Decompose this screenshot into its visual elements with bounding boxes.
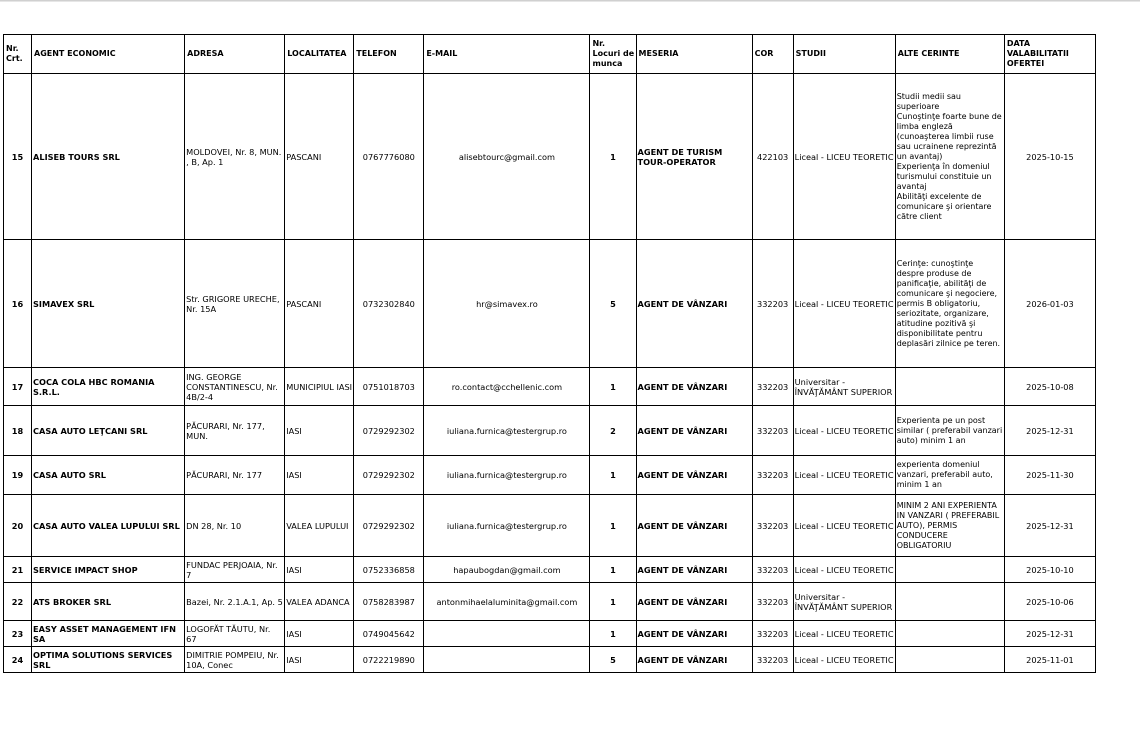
cell-agent-economic: ATS BROKER SRL (32, 583, 185, 621)
cell-address: FUNDAC PERJOAIA, Nr. 7 (185, 557, 285, 583)
cell-studies: Universitar - ÎNVĂŢĂMÂNT SUPERIOR (793, 368, 895, 406)
header-telefon: TELEFON (354, 35, 424, 74)
cell-phone: 0767776080 (354, 74, 424, 240)
cell-agent-economic: CASA AUTO SRL (32, 456, 185, 495)
requirement-line: Experienta pe un post similar ( preferabil vanzari auto) minim 1 an (896, 415, 1003, 445)
cell-other-requirements (895, 647, 1004, 673)
cell-row-number: 23 (4, 621, 32, 647)
cell-cor-code: 332203 (752, 621, 793, 647)
cell-validity-date: 2026-01-03 (1004, 240, 1095, 368)
cell-job-count: 1 (590, 621, 636, 647)
cell-validity-date: 2025-10-15 (1004, 74, 1095, 240)
cell-occupation: AGENT DE VÂNZARI (636, 368, 752, 406)
table-row (4, 647, 1096, 673)
table-row (4, 557, 1096, 583)
cell-occupation: AGENT DE VÂNZARI (636, 647, 752, 673)
cell-phone: 0732302840 (354, 240, 424, 368)
table-body (4, 74, 1096, 673)
cell-occupation: AGENT DE VÂNZARI (636, 583, 752, 621)
cell-locality: IASI (285, 406, 354, 456)
table-row (4, 406, 1096, 456)
cell-row-number: 17 (4, 368, 32, 406)
cell-address: MOLDOVEI, Nr. 8, MUN. , B, Ap. 1 (185, 74, 285, 240)
cell-studies: Universitar - ÎNVĂŢĂMÂNT SUPERIOR (793, 583, 895, 621)
cell-validity-date: 2025-11-30 (1004, 456, 1095, 495)
cell-agent-economic: EASY ASSET MANAGEMENT IFN SA (32, 621, 185, 647)
cell-cor-code: 332203 (752, 406, 793, 456)
cell-job-count: 1 (590, 74, 636, 240)
cell-email: iuliana.furnica@testergrup.ro (424, 406, 590, 456)
cell-email: antonmihaelaluminita@gmail.com (424, 583, 590, 621)
cell-occupation: AGENT DE VÂNZARI (636, 557, 752, 583)
cell-job-count: 2 (590, 406, 636, 456)
cell-row-number: 16 (4, 240, 32, 368)
page-top-edge (0, 1, 1140, 2)
cell-occupation: AGENT DE VÂNZARI (636, 456, 752, 495)
cell-address: Bazei, Nr. 2.1.A.1, Ap. 5 (185, 583, 285, 621)
cell-other-requirements (895, 368, 1004, 406)
cell-other-requirements (895, 621, 1004, 647)
cell-email (424, 647, 590, 673)
cell-other-requirements (895, 74, 1004, 240)
cell-occupation: AGENT DE TURISM TOUR-OPERATOR (636, 74, 752, 240)
cell-agent-economic: CASA AUTO LEŢCANI SRL (32, 406, 185, 456)
cell-occupation: AGENT DE VÂNZARI (636, 240, 752, 368)
requirement-line: MINIM 2 ANI EXPERIENTA IN VANZARI ( PREFERABIL AUTO), PERMIS CONDUCERE OBLIGATORIU (896, 500, 1000, 550)
cell-email: hr@simavex.ro (424, 240, 590, 368)
cell-studies: Liceal - LICEU TEORETIC (793, 406, 895, 456)
cell-job-count: 1 (590, 583, 636, 621)
requirement-line: Cerinţe: cunoştinţe despre produse de panificaţie, abilităţi de comunicare şi negociere, permis B obligatoriu, seriozitate, organizare, atitudine pozitivă şi disponibilitate pentru deplasări zilnice pe teren. (896, 258, 1001, 348)
cell-validity-date: 2025-12-31 (1004, 621, 1095, 647)
cell-agent-economic: OPTIMA SOLUTIONS SERVICES SRL (32, 647, 185, 673)
header-nr: Nr. Crt. (4, 35, 32, 74)
cell-occupation: AGENT DE VÂNZARI (636, 495, 752, 557)
cell-cor-code: 422103 (752, 74, 793, 240)
cell-locality: VALEA LUPULUI (285, 495, 354, 557)
requirement-line: Cunoştinţe foarte bune de limba engleză (cunoaşterea limbii ruse sau ucrainene reprezintă un avantaj) (896, 111, 1002, 161)
cell-address: ING. GEORGE CONSTANTINESCU, Nr. 4B/2-4 (185, 368, 285, 406)
cell-cor-code: 332203 (752, 557, 793, 583)
header-agent: AGENT ECONOMIC (32, 35, 185, 74)
cell-validity-date: 2025-10-06 (1004, 583, 1095, 621)
cell-occupation: AGENT DE VÂNZARI (636, 621, 752, 647)
table-row (4, 621, 1096, 647)
header-adresa: ADRESA (185, 35, 285, 74)
requirement-line: Studii medii sau superioare (896, 91, 961, 111)
cell-phone: 0722219890 (354, 647, 424, 673)
cell-job-count: 1 (590, 495, 636, 557)
cell-studies: Liceal - LICEU TEORETIC (793, 647, 895, 673)
cell-row-number: 15 (4, 74, 32, 240)
cell-agent-economic: COCA COLA HBC ROMANIA S.R.L. (32, 368, 185, 406)
cell-job-count: 1 (590, 456, 636, 495)
cell-cor-code: 332203 (752, 647, 793, 673)
cell-phone: 0729292302 (354, 495, 424, 557)
requirement-line: experienta domeniul vanzari, preferabil auto, minim 1 an (896, 460, 993, 489)
requirement-line: Experienţa în domeniul turismului constituie un avantaj (896, 161, 992, 191)
header-localitatea: LOCALITATEA (285, 35, 354, 74)
header-cor: COR (752, 35, 793, 74)
table-row (4, 583, 1096, 621)
cell-studies: Liceal - LICEU TEORETIC (793, 240, 895, 368)
cell-other-requirements (895, 240, 1004, 368)
cell-job-count: 1 (590, 557, 636, 583)
cell-email (424, 621, 590, 647)
header-meseria: MESERIA (636, 35, 752, 74)
cell-row-number: 24 (4, 647, 32, 673)
cell-row-number: 22 (4, 583, 32, 621)
cell-studies: Liceal - LICEU TEORETIC (793, 456, 895, 495)
job-offers-table (3, 34, 1096, 673)
table-row (4, 495, 1096, 557)
cell-job-count: 5 (590, 647, 636, 673)
cell-phone: 0729292302 (354, 406, 424, 456)
cell-address: DIMITRIE POMPEIU, Nr. 10A, Conec (185, 647, 285, 673)
header-email: E-MAIL (424, 35, 590, 74)
cell-other-requirements (895, 456, 1004, 495)
cell-agent-economic: SERVICE IMPACT SHOP (32, 557, 185, 583)
header-data: DATA VALABILITATII OFERTEI (1004, 35, 1095, 74)
cell-email: alisebtourc@gmail.com (424, 74, 590, 240)
cell-validity-date: 2025-10-08 (1004, 368, 1095, 406)
cell-studies: Liceal - LICEU TEORETIC (793, 74, 895, 240)
cell-job-count: 1 (590, 368, 636, 406)
cell-locality: PASCANI (285, 74, 354, 240)
requirement-line: Abilităţi excelente de comunicare şi orientare către client (896, 191, 992, 221)
cell-agent-economic: CASA AUTO VALEA LUPULUI SRL (32, 495, 185, 557)
cell-cor-code: 332203 (752, 456, 793, 495)
header-studii: STUDII (793, 35, 895, 74)
cell-phone: 0749045642 (354, 621, 424, 647)
cell-validity-date: 2025-10-10 (1004, 557, 1095, 583)
cell-other-requirements (895, 557, 1004, 583)
cell-address: Str. GRIGORE URECHE, Nr. 15A (185, 240, 285, 368)
cell-email: iuliana.furnica@testergrup.ro (424, 495, 590, 557)
cell-phone: 0751018703 (354, 368, 424, 406)
cell-locality: VALEA ADANCA (285, 583, 354, 621)
cell-locality: IASI (285, 647, 354, 673)
cell-other-requirements (895, 583, 1004, 621)
cell-phone: 0752336858 (354, 557, 424, 583)
cell-locality: PASCANI (285, 240, 354, 368)
cell-email: ro.contact@cchellenic.com (424, 368, 590, 406)
cell-other-requirements (895, 406, 1004, 456)
cell-row-number: 19 (4, 456, 32, 495)
header-alte: ALTE CERINTE (895, 35, 1004, 74)
cell-job-count: 5 (590, 240, 636, 368)
cell-other-requirements (895, 495, 1004, 557)
cell-studies: Liceal - LICEU TEORETIC (793, 621, 895, 647)
cell-validity-date: 2025-11-01 (1004, 647, 1095, 673)
table-header-row (4, 35, 1096, 74)
cell-phone: 0758283987 (354, 583, 424, 621)
table-row (4, 456, 1096, 495)
cell-locality: IASI (285, 557, 354, 583)
table-row (4, 240, 1096, 368)
cell-studies: Liceal - LICEU TEORETIC (793, 557, 895, 583)
cell-locality: MUNICIPIUL IASI (285, 368, 354, 406)
cell-address: DN 28, Nr. 10 (185, 495, 285, 557)
cell-studies: Liceal - LICEU TEORETIC (793, 495, 895, 557)
cell-row-number: 20 (4, 495, 32, 557)
header-locuri: Nr. Locuri de munca (590, 35, 636, 74)
cell-row-number: 21 (4, 557, 32, 583)
cell-occupation: AGENT DE VÂNZARI (636, 406, 752, 456)
cell-cor-code: 332203 (752, 495, 793, 557)
cell-address: PĂCURARI, Nr. 177, MUN. (185, 406, 285, 456)
table-row (4, 368, 1096, 406)
cell-locality: IASI (285, 456, 354, 495)
cell-phone: 0729292302 (354, 456, 424, 495)
cell-agent-economic: ALISEB TOURS SRL (32, 74, 185, 240)
cell-agent-economic: SIMAVEX SRL (32, 240, 185, 368)
cell-address: LOGOFĂT TĂUTU, Nr. 67 (185, 621, 285, 647)
table-row (4, 74, 1096, 240)
cell-locality: IASI (285, 621, 354, 647)
cell-address: PĂCURARI, Nr. 177 (185, 456, 285, 495)
cell-validity-date: 2025-12-31 (1004, 406, 1095, 456)
cell-row-number: 18 (4, 406, 32, 456)
cell-cor-code: 332203 (752, 583, 793, 621)
cell-email: iuliana.furnica@testergrup.ro (424, 456, 590, 495)
cell-cor-code: 332203 (752, 240, 793, 368)
cell-cor-code: 332203 (752, 368, 793, 406)
cell-validity-date: 2025-12-31 (1004, 495, 1095, 557)
cell-email: hapaubogdan@gmail.com (424, 557, 590, 583)
